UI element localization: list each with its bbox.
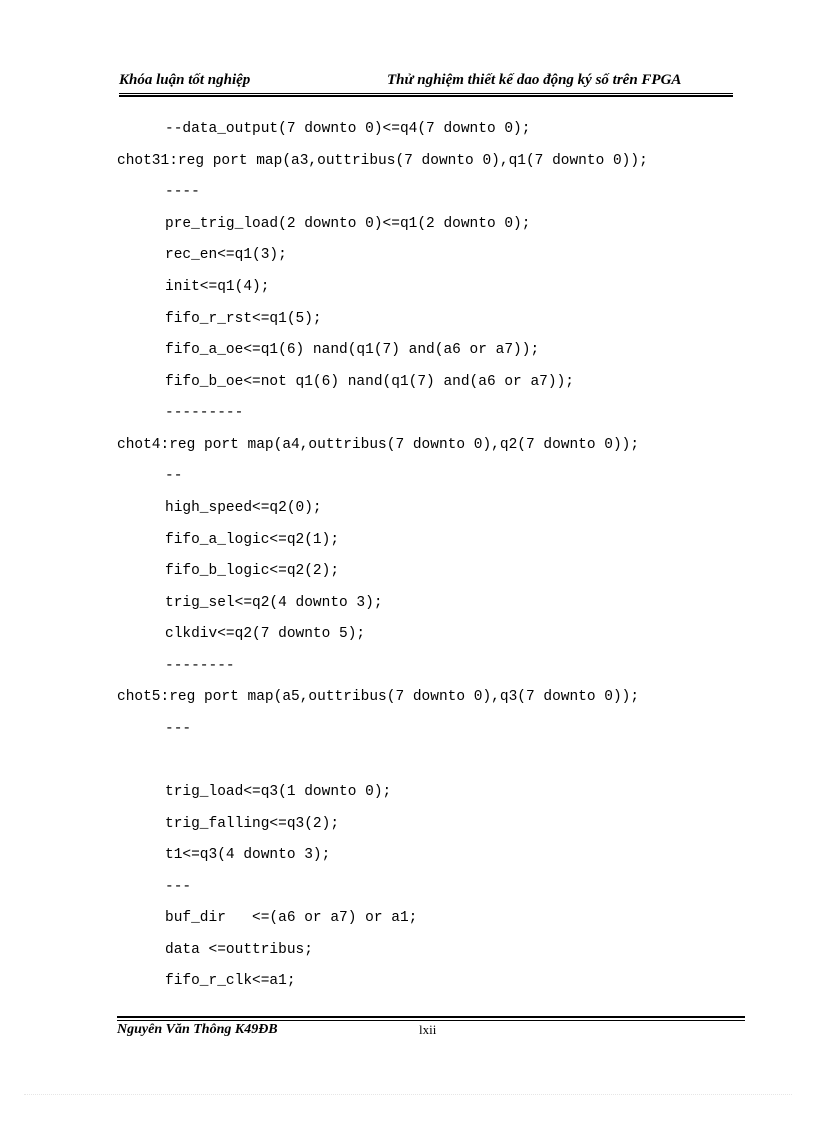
code-line: --: [165, 468, 183, 484]
code-line: ----: [165, 184, 200, 200]
header-rule-thin: [119, 93, 733, 94]
code-line: trig_falling<=q3(2);: [165, 816, 340, 832]
footer-rule-thick: [117, 1016, 745, 1018]
code-line: trig_sel<=q2(4 downto 3);: [165, 595, 383, 611]
code-line: fifo_b_logic<=q2(2);: [165, 563, 340, 579]
code-line: high_speed<=q2(0);: [165, 500, 322, 516]
code-line: fifo_a_oe<=q1(6) nand(q1(7) and(a6 or a7));: [165, 342, 540, 358]
code-line: trig_load<=q3(1 downto 0);: [165, 784, 392, 800]
code-line: fifo_b_oe<=not q1(6) nand(q1(7) and(a6 or a7));: [165, 374, 574, 390]
code-line: ---------: [165, 405, 244, 421]
page-header: [119, 72, 731, 92]
footer-rule-thin: [117, 1020, 745, 1021]
header-thesis-title: Thử nghiệm thiết kế dao động ký số trên FPGA: [387, 72, 682, 88]
header-rule-thick: [119, 95, 733, 97]
code-line: --------: [165, 658, 235, 674]
code-line: chot31:reg port map(a3,outtribus(7 downto 0),q1(7 downto 0));: [117, 153, 648, 169]
code-line: fifo_r_rst<=q1(5);: [165, 311, 322, 327]
code-line: pre_trig_load(2 downto 0)<=q1(2 downto 0);: [165, 216, 531, 232]
header-thesis-type: Khóa luận tốt nghiệp: [119, 72, 251, 88]
page-number: lxii: [419, 1022, 437, 1037]
code-line: fifo_r_clk<=a1;: [165, 973, 296, 989]
code-line: chot4:reg port map(a4,outtribus(7 downto 0),q2(7 downto 0));: [117, 437, 640, 453]
code-line: ---: [165, 879, 192, 895]
code-line: fifo_a_logic<=q2(1);: [165, 532, 340, 548]
code-line: chot5:reg port map(a5,outtribus(7 downto 0),q3(7 downto 0));: [117, 689, 640, 705]
footer-author: Nguyên Văn Thông K49ĐB: [117, 1022, 278, 1037]
code-line: t1<=q3(4 downto 3);: [165, 847, 331, 863]
code-line: buf_dir <=(a6 or a7) or a1;: [165, 910, 418, 926]
code-line: rec_en<=q1(3);: [165, 247, 287, 263]
code-line: --data_output(7 downto 0)<=q4(7 downto 0);: [165, 121, 531, 137]
code-line: ---: [165, 721, 192, 737]
page-edge-divider: [24, 1094, 792, 1095]
code-line: data <=outtribus;: [165, 942, 313, 958]
code-line: init<=q1(4);: [165, 279, 270, 295]
page-footer: [117, 1022, 745, 1042]
code-line: clkdiv<=q2(7 downto 5);: [165, 626, 366, 642]
